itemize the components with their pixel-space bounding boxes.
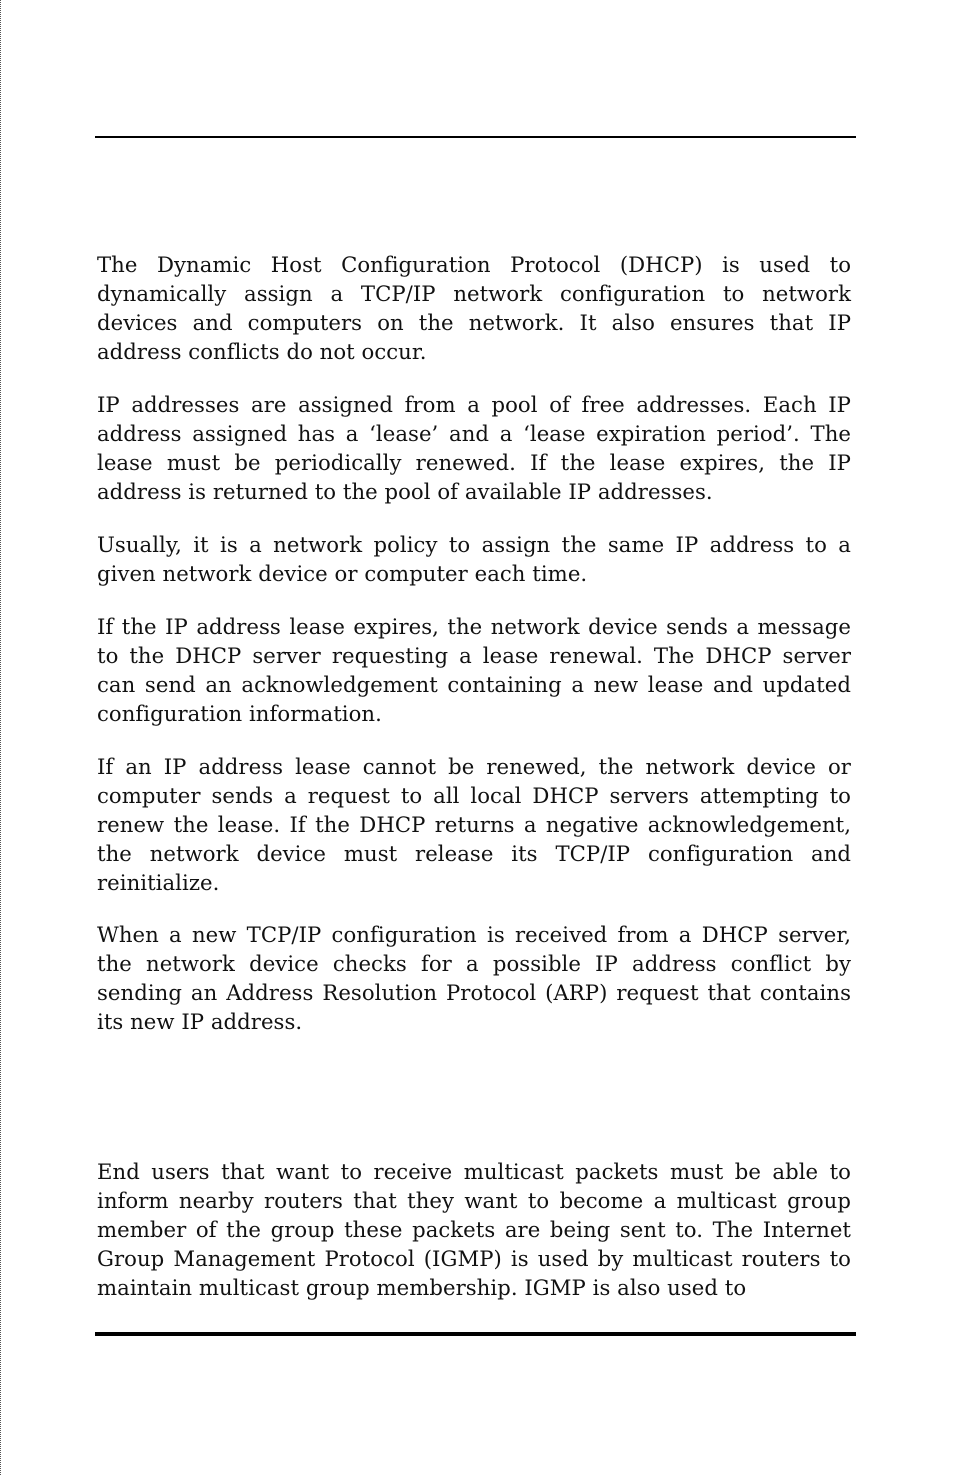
igmp-paragraph: End users that want to receive multicast packets must be able to inform nearby routers that they want to become a multicast group member of the group these packets are being sent to. The Internet Group Management Protocol (IGMP) is used by multicast routers to maintain multicast group membership. IGMP is also used to <box>97 1159 851 1300</box>
arp-check-paragraph: When a new TCP/IP configuration is received from a DHCP server, the network device checks for a possible IP address conflict by sending an Address Resolution Protocol (ARP) request that contains its new IP address. <box>97 922 851 1034</box>
footer-rule <box>95 1332 856 1336</box>
lease-renewal-paragraph: If the IP address lease expires, the network device sends a message to the DHCP server requesting a lease renewal. The DHCP server can send an acknowledgement containing a new lease and updated configuration information. <box>97 614 851 726</box>
ip-lease-paragraph: IP addresses are assigned from a pool of free addresses. Each IP address assigned has a ‘lease’ and a ‘lease expiration period’. The lease must be periodically renewed. If the lease expires, the IP address is returned to the pool of available IP addresses. <box>97 392 851 504</box>
network-policy-paragraph: Usually, it is a network policy to assign the same IP address to a given network device or computer each time. <box>97 532 851 586</box>
dhcp-intro-paragraph: The Dynamic Host Configuration Protocol (DHCP) is used to dynamically assign a TCP/IP network configuration to network devices and computers on the network. It also ensures that IP address conflicts do not occur. <box>97 252 851 364</box>
page-left-edge <box>0 0 1 1475</box>
header-rule <box>95 136 856 138</box>
renewal-failure-paragraph: If an IP address lease cannot be renewed, the network device or computer sends a request to all local DHCP servers attempting to renew the lease. If the DHCP returns a negative acknowledgement, the network device must release its TCP/IP configuration and reinitialize. <box>97 754 851 895</box>
